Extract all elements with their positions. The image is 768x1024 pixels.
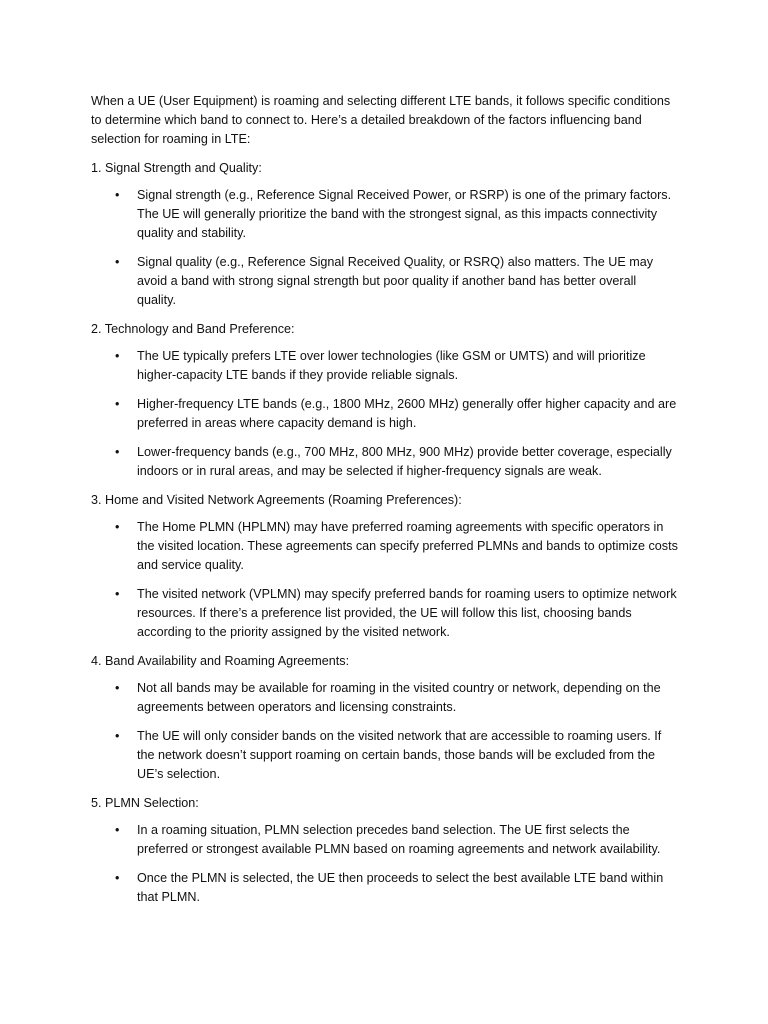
- list-item-text: The Home PLMN (HPLMN) may have preferred roaming agreements with specific operators in the visited location. These agreements can specify preferred PLMNs and bands to optimize costs and service quality.: [137, 520, 678, 572]
- bullet-icon: •: [115, 445, 120, 459]
- bullet-list: [91, 518, 678, 642]
- intro-paragraph: When a UE (User Equipment) is roaming and selecting different LTE bands, it follows specific conditions to determine which band to connect to. Here’s a detailed breakdown of the factors influencing band selection for roaming in LTE:: [91, 94, 671, 146]
- list-item-text: Higher-frequency LTE bands (e.g., 1800 MHz, 2600 MHz) generally offer higher capacity and are preferred in areas where capacity demand is high.: [137, 397, 677, 430]
- list-item-text: Not all bands may be available for roaming in the visited country or network, depending on the agreements between operators and licensing constraints.: [137, 681, 661, 714]
- bullet-icon: •: [115, 871, 120, 885]
- list-item: [91, 443, 678, 481]
- bullet-icon: •: [115, 587, 120, 601]
- list-item: [91, 395, 678, 433]
- section-technology-band-preference: [91, 320, 678, 481]
- section-heading: 5. PLMN Selection:: [91, 796, 199, 810]
- section-heading: 1. Signal Strength and Quality:: [91, 161, 262, 175]
- list-item-text: Signal strength (e.g., Reference Signal Received Power, or RSRP) is one of the primary factors. The UE will generally prioritize the band with the strongest signal, as this impacts connectivity quality and stability.: [137, 188, 672, 240]
- list-item: [91, 727, 678, 784]
- bullet-icon: •: [115, 729, 120, 743]
- bullet-list: [91, 347, 678, 481]
- bullet-icon: •: [115, 188, 120, 202]
- bullet-icon: •: [115, 681, 120, 695]
- bullet-icon: •: [115, 349, 120, 363]
- list-item: [91, 821, 678, 859]
- list-item-text: Once the PLMN is selected, the UE then proceeds to select the best available LTE band within that PLMN.: [137, 871, 664, 904]
- bullet-list: [91, 186, 678, 310]
- section-heading: 2. Technology and Band Preference:: [91, 322, 295, 336]
- section-network-agreements: [91, 491, 678, 642]
- bullet-icon: •: [115, 520, 120, 534]
- list-item-text: The visited network (VPLMN) may specify preferred bands for roaming users to optimize network resources. If there’s a preference list provided, the UE will follow this list, choosing bands according to the priority assigned by the visited network.: [137, 587, 677, 639]
- list-item: [91, 585, 678, 642]
- list-item: [91, 869, 678, 907]
- bullet-icon: •: [115, 255, 120, 269]
- bullet-icon: •: [115, 397, 120, 411]
- bullet-list: [91, 821, 678, 907]
- list-item: [91, 679, 678, 717]
- list-item-text: In a roaming situation, PLMN selection precedes band selection. The UE first selects the preferred or strongest available PLMN based on roaming agreements and network availability.: [137, 823, 661, 856]
- list-item: [91, 347, 678, 385]
- section-band-availability: [91, 652, 678, 784]
- list-item-text: The UE typically prefers LTE over lower technologies (like GSM or UMTS) and will prioritize higher-capacity LTE bands if they provide reliable signals.: [137, 349, 646, 382]
- list-item-text: The UE will only consider bands on the visited network that are accessible to roaming users. If the network doesn’t support roaming on certain bands, those bands will be excluded from the UE’s selection.: [137, 729, 662, 781]
- list-item-text: Signal quality (e.g., Reference Signal Received Quality, or RSRQ) also matters. The UE may avoid a band with strong signal strength but poor quality if another band has better overall quality.: [137, 255, 654, 307]
- section-plmn-selection: [91, 794, 678, 907]
- list-item: [91, 186, 678, 243]
- section-heading: 4. Band Availability and Roaming Agreements:: [91, 654, 350, 668]
- list-item: [91, 518, 678, 575]
- section-signal-strength: [91, 159, 678, 310]
- list-item: [91, 253, 678, 310]
- section-heading: 3. Home and Visited Network Agreements (Roaming Preferences):: [91, 493, 462, 507]
- bullet-list: [91, 679, 678, 784]
- bullet-icon: •: [115, 823, 120, 837]
- list-item-text: Lower-frequency bands (e.g., 700 MHz, 800 MHz, 900 MHz) provide better coverage, especially indoors or in rural areas, and may be selected if higher-frequency signals are weak.: [137, 445, 672, 478]
